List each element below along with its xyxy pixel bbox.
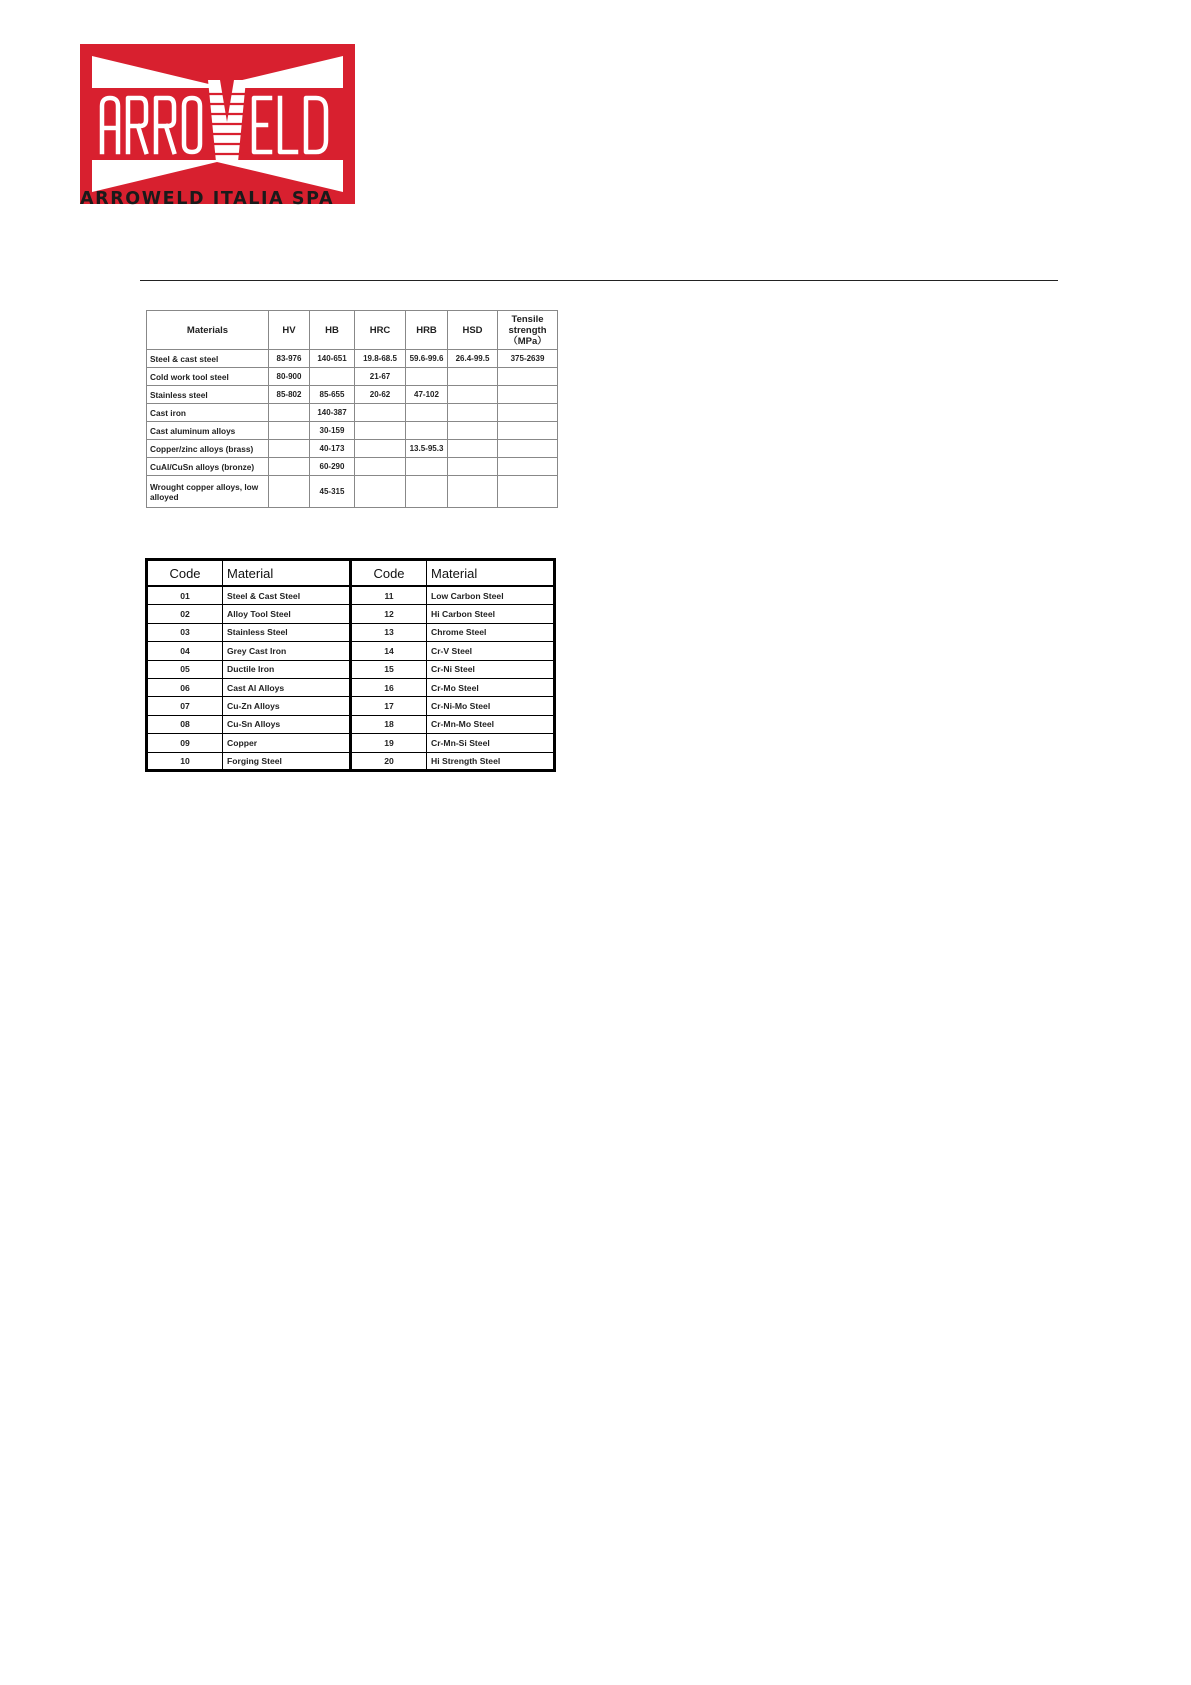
table-row bbox=[148, 678, 349, 696]
value-cell: 140-651 bbox=[310, 350, 355, 368]
material-header: Material bbox=[223, 561, 350, 586]
column-header: HRC bbox=[355, 311, 406, 350]
table-row bbox=[352, 752, 553, 770]
table-header-row bbox=[148, 561, 349, 586]
column-header: Materials bbox=[147, 311, 269, 350]
material-cell: Stainless steel bbox=[147, 386, 269, 404]
material-code-cell: 10 bbox=[148, 752, 223, 770]
material-name-cell: Ductile Iron bbox=[223, 660, 350, 678]
material-code-cell: 11 bbox=[352, 586, 427, 605]
table-row bbox=[148, 660, 349, 678]
material-code-cell: 20 bbox=[352, 752, 427, 770]
table-row bbox=[147, 404, 558, 422]
table-row bbox=[147, 422, 558, 440]
table-row bbox=[352, 660, 553, 678]
value-cell bbox=[498, 368, 558, 386]
value-cell bbox=[269, 422, 310, 440]
table-row bbox=[148, 586, 349, 605]
table-row bbox=[352, 605, 553, 623]
table-row bbox=[148, 752, 349, 770]
code-table-right bbox=[352, 561, 553, 770]
hardness-range-table bbox=[146, 310, 558, 508]
value-cell: 59.6-99.6 bbox=[406, 350, 448, 368]
value-cell bbox=[498, 476, 558, 508]
table-row bbox=[148, 734, 349, 752]
material-name-cell: Copper bbox=[223, 734, 350, 752]
code-header: Code bbox=[148, 561, 223, 586]
value-cell: 140-387 bbox=[310, 404, 355, 422]
material-cell: Copper/zinc alloys (brass) bbox=[147, 440, 269, 458]
material-name-cell: Cr-Ni-Mo Steel bbox=[427, 697, 554, 715]
column-header: HB bbox=[310, 311, 355, 350]
material-code-cell: 09 bbox=[148, 734, 223, 752]
value-cell bbox=[355, 440, 406, 458]
table-row bbox=[147, 368, 558, 386]
value-cell: 60-290 bbox=[310, 458, 355, 476]
material-code-cell: 19 bbox=[352, 734, 427, 752]
value-cell: 26.4-99.5 bbox=[448, 350, 498, 368]
value-cell: 83-976 bbox=[269, 350, 310, 368]
material-name-cell: Chrome Steel bbox=[427, 623, 554, 641]
material-code-cell: 18 bbox=[352, 715, 427, 733]
value-cell bbox=[269, 404, 310, 422]
table-row bbox=[352, 623, 553, 641]
material-name-cell: Cr-V Steel bbox=[427, 642, 554, 660]
value-cell bbox=[448, 458, 498, 476]
table-row bbox=[148, 715, 349, 733]
material-code-cell: 12 bbox=[352, 605, 427, 623]
value-cell bbox=[355, 404, 406, 422]
table-row bbox=[352, 586, 553, 605]
code-column-left bbox=[148, 561, 352, 769]
value-cell: 375-2639 bbox=[498, 350, 558, 368]
value-cell: 19.8-68.5 bbox=[355, 350, 406, 368]
material-name-cell: Cu-Sn Alloys bbox=[223, 715, 350, 733]
value-cell: 85-802 bbox=[269, 386, 310, 404]
value-cell bbox=[448, 368, 498, 386]
value-cell: 45-315 bbox=[310, 476, 355, 508]
material-name-cell: Cast Al Alloys bbox=[223, 678, 350, 696]
value-cell bbox=[498, 404, 558, 422]
column-header: HV bbox=[269, 311, 310, 350]
value-cell bbox=[355, 422, 406, 440]
value-cell bbox=[310, 368, 355, 386]
table-row bbox=[148, 697, 349, 715]
header-divider bbox=[140, 280, 1058, 281]
table-row bbox=[147, 476, 558, 508]
value-cell: 13.5-95.3 bbox=[406, 440, 448, 458]
material-name-cell: Steel & Cast Steel bbox=[223, 586, 350, 605]
table-header-row bbox=[352, 561, 553, 586]
material-name-cell: Alloy Tool Steel bbox=[223, 605, 350, 623]
code-header: Code bbox=[352, 561, 427, 586]
material-name-cell: Hi Strength Steel bbox=[431, 756, 501, 767]
column-header: HSD bbox=[448, 311, 498, 350]
value-cell bbox=[448, 386, 498, 404]
material-name-cell: Cr-Ni Steel bbox=[427, 660, 554, 678]
table-row bbox=[148, 642, 349, 660]
material-cell: Wrought copper alloys, low alloyed bbox=[147, 476, 269, 508]
table-row bbox=[148, 623, 349, 641]
material-name-cell: Cr-Mo Steel bbox=[427, 678, 554, 696]
value-cell: 80-900 bbox=[269, 368, 310, 386]
material-name-cell: Cr-Mn-Mo Steel bbox=[427, 715, 554, 733]
arroweld-logo bbox=[80, 44, 355, 204]
table-row bbox=[148, 605, 349, 623]
value-cell bbox=[406, 458, 448, 476]
value-cell bbox=[406, 422, 448, 440]
value-cell bbox=[406, 404, 448, 422]
material-code-cell: 15 bbox=[352, 660, 427, 678]
material-code-cell: 14 bbox=[352, 642, 427, 660]
value-cell: 21-67 bbox=[355, 368, 406, 386]
value-cell: 20-62 bbox=[355, 386, 406, 404]
material-name-cell: Hi Carbon Steel bbox=[427, 605, 554, 623]
value-cell bbox=[498, 440, 558, 458]
material-code-cell: 17 bbox=[352, 697, 427, 715]
material-cell: Cast iron bbox=[147, 404, 269, 422]
material-code-cell: 13 bbox=[352, 623, 427, 641]
material-code-cell: 07 bbox=[148, 697, 223, 715]
material-code-cell: 05 bbox=[148, 660, 223, 678]
material-cell: Cast aluminum alloys bbox=[147, 422, 269, 440]
value-cell bbox=[406, 476, 448, 508]
table-row bbox=[147, 440, 558, 458]
value-cell: 30-159 bbox=[310, 422, 355, 440]
table-row bbox=[352, 642, 553, 660]
table-row bbox=[147, 458, 558, 476]
material-code-cell: 08 bbox=[148, 715, 223, 733]
value-cell: 40-173 bbox=[310, 440, 355, 458]
value-cell bbox=[269, 440, 310, 458]
material-name-cell: Cr-Mn-Si Steel bbox=[427, 734, 554, 752]
code-table-left bbox=[148, 561, 349, 770]
table-row bbox=[147, 386, 558, 404]
material-cell: Cold work tool steel bbox=[147, 368, 269, 386]
table-row bbox=[352, 734, 553, 752]
value-cell: 85-655 bbox=[310, 386, 355, 404]
company-name: ARROWELD ITALIA SPA bbox=[80, 189, 335, 209]
value-cell bbox=[498, 386, 558, 404]
value-cell bbox=[498, 422, 558, 440]
material-code-cell: 06 bbox=[148, 678, 223, 696]
material-header: Material bbox=[427, 561, 554, 586]
material-name-cell: Stainless Steel bbox=[223, 623, 350, 641]
material-name-cell: Grey Cast Iron bbox=[223, 642, 350, 660]
material-code-cell: 03 bbox=[148, 623, 223, 641]
column-header: Tensile strength（MPa） bbox=[498, 311, 558, 350]
material-code-cell: 01 bbox=[148, 586, 223, 605]
material-code-table bbox=[145, 558, 556, 772]
value-cell bbox=[448, 476, 498, 508]
value-cell bbox=[355, 458, 406, 476]
table-row bbox=[147, 350, 558, 368]
material-cell: Steel & cast steel bbox=[147, 350, 269, 368]
material-name-cell: Low Carbon Steel bbox=[427, 586, 554, 605]
value-cell bbox=[448, 404, 498, 422]
material-name-cell: Forging Steel bbox=[227, 756, 282, 767]
value-cell bbox=[269, 476, 310, 508]
code-column-right bbox=[352, 561, 553, 769]
material-code-cell: 16 bbox=[352, 678, 427, 696]
table-row bbox=[352, 678, 553, 696]
material-name-cell: Cu-Zn Alloys bbox=[223, 697, 350, 715]
value-cell bbox=[269, 458, 310, 476]
value-cell bbox=[406, 368, 448, 386]
value-cell: 47-102 bbox=[406, 386, 448, 404]
material-code-cell: 04 bbox=[148, 642, 223, 660]
value-cell bbox=[498, 458, 558, 476]
value-cell bbox=[355, 476, 406, 508]
column-header: HRB bbox=[406, 311, 448, 350]
table-header-row bbox=[147, 311, 558, 350]
material-code-cell: 02 bbox=[148, 605, 223, 623]
table-row bbox=[352, 697, 553, 715]
table-row bbox=[352, 715, 553, 733]
value-cell bbox=[448, 422, 498, 440]
value-cell bbox=[448, 440, 498, 458]
material-cell: CuAl/CuSn alloys (bronze) bbox=[147, 458, 269, 476]
